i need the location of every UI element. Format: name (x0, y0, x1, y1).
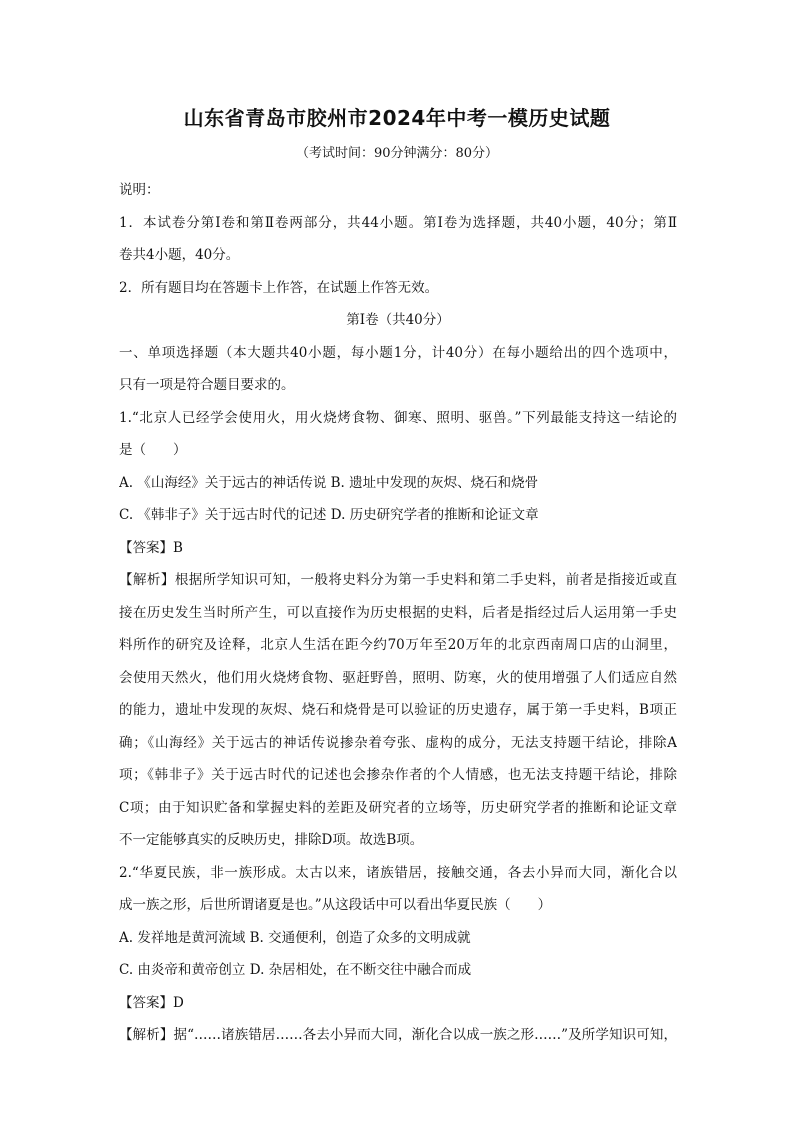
text-line: 接在历史发生当时所产生，可以直接作为历史根据的史料，后者是指经过后人运用第一手史 (119, 604, 677, 621)
page-title: 山东省青岛市胶州市2024年中考一模历史试题 (183, 106, 611, 130)
text-line: 一、单项选择题（本大题共40小题，每小题1分，计40分）在每小题给出的四个选项中， (119, 344, 677, 361)
text-line: 说明： (119, 182, 160, 198)
exam-time-note: （考试时间：90分钟满分：80分） (295, 146, 499, 161)
text-line: 【答案】B (119, 539, 183, 556)
text-line: 1．本试卷分第Ⅰ卷和第Ⅱ卷两部分，共44小题。第Ⅰ卷为选择题，共40小题，40分；第Ⅱ (119, 214, 677, 231)
text-line: 2．所有题目均在答题卡上作答，在试题上作答无效。 (119, 279, 439, 296)
text-line: 卷共4小题，40分。 (119, 247, 240, 263)
text-line: 的能力，遗址中发现的灰烬、烧石和烧骨是可以验证的历史遗存，属于第一手史料，B项正 (119, 702, 677, 718)
text-line: 1.“北京人已经学会使用火，用火烧烤食物、御寒、照明、驱兽。”下列最能支持这一结论的 (119, 409, 677, 426)
text-line: 【答案】D (119, 994, 184, 1011)
text-line: A. 发祥地是黄河流域 B. 交通便利，创造了众多的文明成就 (119, 929, 471, 946)
document-body (119, 174, 677, 1052)
text-line: A. 《山海经》关于远古的神话传说 B. 遗址中发现的灰烬、烧石和烧骨 (119, 474, 539, 491)
text-line: 会使用天然火，他们用火烧烤食物、驱赶野兽，照明、防寒，火的使用增强了人们适应自然 (119, 669, 677, 686)
text-line: C. 由炎帝和黄帝创立 D. 杂居相处，在不断交往中融合而成 (119, 962, 472, 978)
text-line: 2.“华夏民族，非一族形成。太古以来，诸族错居，接触交通，各去小异而大同，渐化合以 (119, 864, 677, 881)
text-line: 成一族之形，后世所谓诸夏是也。”从这段话中可以看出华夏民族（ ） (119, 897, 552, 913)
text-line: 料所作的研究及诠释，北京人生活在距今约70万年至20万年的北京西南周口店的山洞里， (119, 637, 677, 653)
text-line: 项；《韩非子》关于远古时代的记述也会掺杂作者的个人情感，也无法支持题干结论，排除 (119, 767, 677, 783)
text-line: 【解析】据“……诸族错居……各去小异而大同，渐化合以成一族之形……”及所学知识可知， (119, 1027, 677, 1043)
text-line: 是（ ） (119, 442, 187, 458)
text-line: 【解析】根据所学知识可知，一般将史料分为第一手史料和第二手史料，前者是指接近或直 (119, 572, 677, 588)
text-line: C项；由于知识贮备和掌握史料的差距及研究者的立场等，历史研究学者的推断和论证文章 (119, 799, 677, 816)
text-line: C. 《韩非子》关于远古时代的记述 D. 历史研究学者的推断和论证文章 (119, 507, 539, 523)
text-line: 不一定能够真实的反映历史，排除D项。故选B项。 (119, 832, 424, 848)
text-line: 确；《山海经》关于远古的神话传说掺杂着夸张、虚构的成分，无法支持题干结论，排除A (119, 734, 677, 751)
text-line: 只有一项是符合题目要求的。 (119, 377, 295, 393)
text-line: 第Ⅰ卷（共40分） (346, 312, 450, 328)
